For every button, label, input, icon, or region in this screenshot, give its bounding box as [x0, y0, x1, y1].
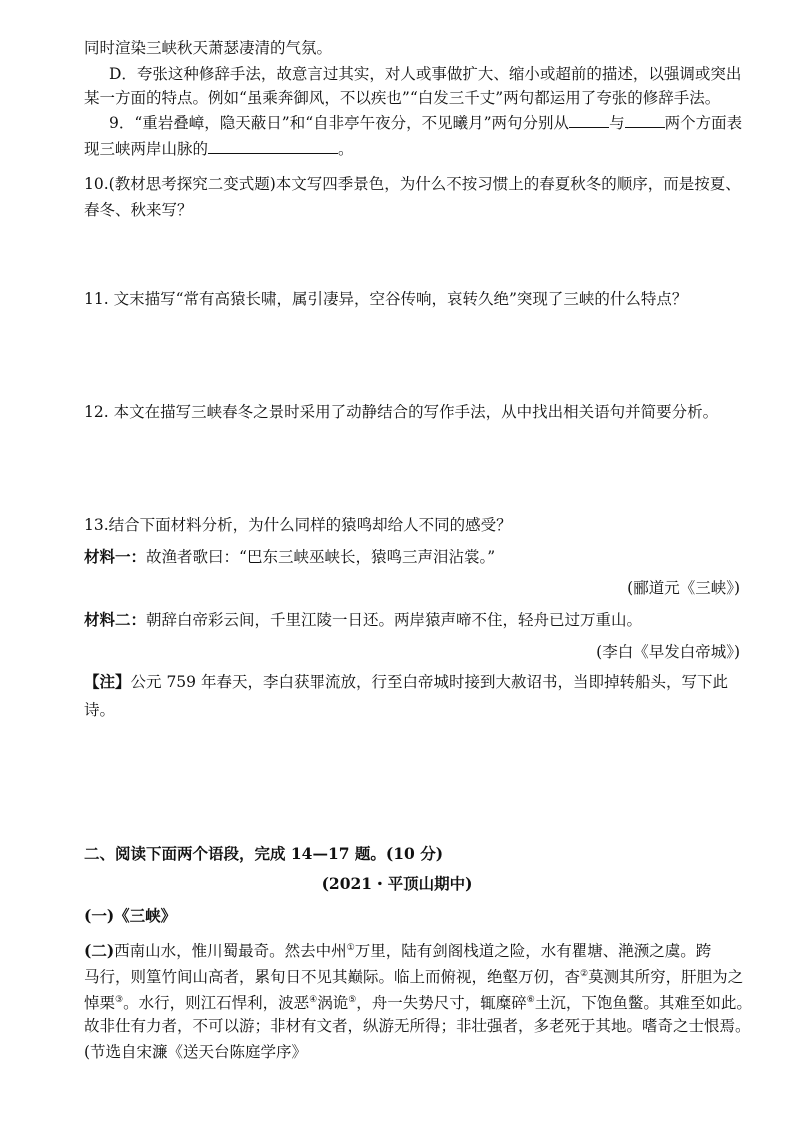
- footnote-mark: ①: [346, 943, 355, 953]
- q9-part2: 与: [609, 114, 625, 132]
- passage-2-text: 万里，陆有剑阁栈道之险，水有瞿塘、滟滪之虞。跨: [354, 942, 712, 961]
- note-line2: 诗。: [84, 701, 116, 719]
- footnote-mark: ⑤: [348, 995, 357, 1005]
- material-2-text: 朝辞白帝彩云间，千里江陵一日还。两岸猿声啼不住，轻舟已过万重山。: [146, 611, 643, 629]
- q9-part3: 两个方面表: [664, 114, 743, 132]
- material-1-text: 故渔者歌曰：“巴东三峡巫峡长，猿鸣三声泪沾裳。”: [146, 548, 496, 566]
- passage-2-text: 土沉，下饱鱼鳖。其难至如此。: [534, 994, 752, 1013]
- q9-blank-3[interactable]: [208, 137, 338, 154]
- question-10-line2: 春冬、秋来写？: [84, 201, 193, 219]
- material-2-source: (李白《早发白帝城》): [596, 643, 740, 661]
- passage-2-text: ，舟一失势尺寸，辄糜碎: [356, 994, 527, 1013]
- question-10-line1: 10.(教材思考探究二变式题)本文写四季景色，为什么不按习惯上的春夏秋冬的顺序，而是按夏、: [84, 175, 741, 193]
- footnote-mark: ②: [580, 969, 589, 979]
- passage-2-source: (节选自宋濂《送天台陈庭学序》: [84, 1043, 308, 1061]
- q9-blank-2[interactable]: [625, 111, 665, 128]
- q9-part1: 9．“重岩叠嶂，隐天蔽日”和“自非亭午夜分，不见曦月”两句分别从: [109, 114, 570, 132]
- question-13-stem: 13.结合下面材料分析，为什么同样的猿鸣却给人不同的感受？: [84, 516, 512, 534]
- passage-2-text: 。水行，则江石悍利，波恶: [123, 994, 310, 1013]
- passage-2-line3: [84, 988, 752, 1015]
- question-12: 12. 本文在描写三峡春冬之景时采用了动静结合的写作手法，从中找出相关语句并简要分析。: [84, 403, 719, 421]
- note-line1: [84, 670, 744, 694]
- material-2: [84, 608, 744, 632]
- material-1-source: (郦道元《三峡》): [627, 579, 740, 597]
- note-text-1: 公元 759 年春天，李白获罪流放，行至白帝城时接到大赦诏书，当即掉转船头，写下此: [130, 673, 728, 691]
- prev-option-tail: 同时渲染三峡秋天萧瑟凄清的气氛。: [84, 39, 333, 57]
- q9-line2-end: 。: [338, 140, 354, 158]
- footnote-mark: ④: [309, 995, 318, 1005]
- material-1: [84, 545, 744, 569]
- passage-1-title: (一)《三峡》: [84, 906, 177, 925]
- q9-blank-1[interactable]: [569, 111, 609, 128]
- passage-2-text: 西南山水，惟川蜀最奇。然去中州: [114, 942, 347, 961]
- note-label: 【注】: [84, 672, 131, 691]
- question-11: 11. 文末描写“常有高猿长啸，属引凄异，空谷传响，哀转久绝”突现了三峡的什么特点？: [84, 290, 688, 308]
- material-1-label: 材料一：: [84, 547, 147, 566]
- material-2-label: 材料二：: [84, 610, 147, 629]
- section-2-heading: 二、阅读下面两个语段，完成 14—17 题。(10 分): [84, 844, 444, 863]
- question-9-line2: [84, 137, 744, 161]
- section-2-source: (2021・平顶山期中): [321, 874, 473, 893]
- passage-2-line4: 故非仕有力者，不可以游；非材有文者，纵游无所得；非壮强者，多老死于其地。嗜奇之士恨焉。: [84, 1017, 751, 1035]
- question-9-line1: [109, 111, 744, 135]
- passage-2-text: 莫测其所穷，肝胆为之: [588, 968, 744, 987]
- option-d-line2: 某一方面的特点。例如“虽乘奔御风，不以疾也”“白发三千丈”两句都运用了夸张的修辞手法。: [84, 89, 721, 107]
- passage-2-line1: [84, 936, 744, 963]
- passage-2-text: 涡诡: [317, 994, 349, 1013]
- q9-line2-start: 现三峡两岸山脉的: [84, 140, 209, 158]
- footnote-mark: ③: [115, 995, 124, 1005]
- footnote-mark: ⑥: [526, 995, 535, 1005]
- passage-2-label: (二): [84, 941, 115, 961]
- option-d-line1: D．夸张这种修辞手法，故意言过其实，对人或事做扩大、缩小或超前的描述，以强调或突出: [109, 65, 742, 83]
- passage-2-text: 悼栗: [84, 994, 116, 1013]
- passage-2-text: 马行，则篁竹间山高者，累旬日不见其巅际。临上而俯视，绝壑万仞，杳: [84, 968, 581, 987]
- passage-2-line2: [84, 962, 744, 989]
